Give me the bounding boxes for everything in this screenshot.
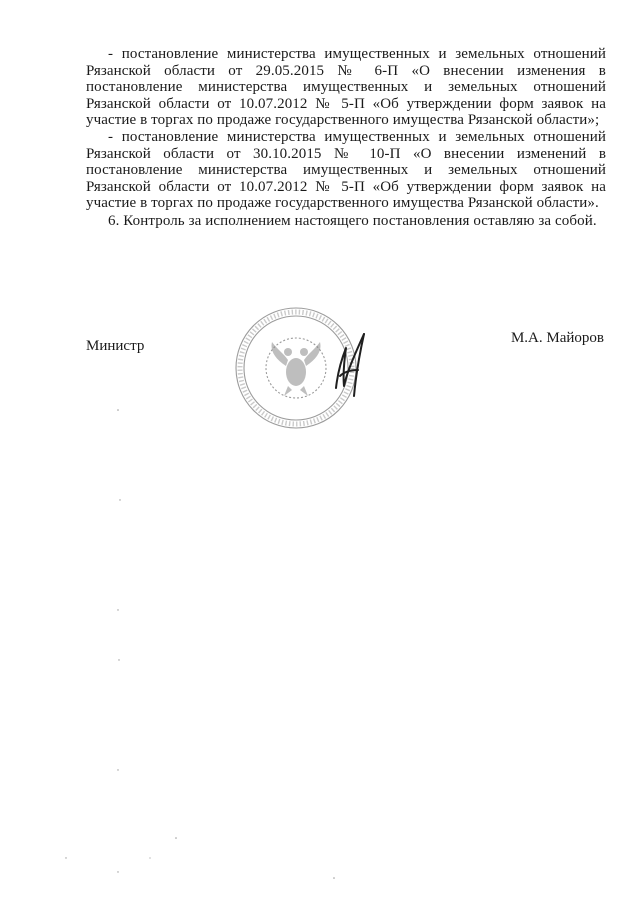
signatory-position: Министр bbox=[86, 338, 145, 354]
eagle-emblem-icon bbox=[272, 342, 321, 396]
paragraph-control-clause: 6. Контроль за исполнением настоящего постановления оставляю за собой. bbox=[108, 212, 597, 229]
official-seal-stamp bbox=[226, 300, 376, 440]
paragraph-decree-30-10-2015: - постановление министерства имущественных и земельных отношений Рязанской области от 30.10.2015 № 10-П «О внесении изменений в постановление министерства имущественных и земельных отношений Рязанской области от 10.07.2012 № 5-П «Об утверждении форм заявок на участие в торгах по продаже государственного имущества Рязанской области». bbox=[86, 128, 606, 212]
paragraph-decree-29-05-2015: - постановление министерства имущественных и земельных отношений Рязанской области от 29.05.2015 № 6-П «О внесении изменения в постановление министерства имущественных и земельных отношений Рязанской области от 10.07.2012 № 5-П «Об утверждении форм заявок на участие в торгах по продаже государственного имущества Рязанской области»; bbox=[86, 46, 606, 129]
signatory-name: М.А. Майоров bbox=[510, 330, 604, 346]
document-body bbox=[86, 46, 606, 230]
